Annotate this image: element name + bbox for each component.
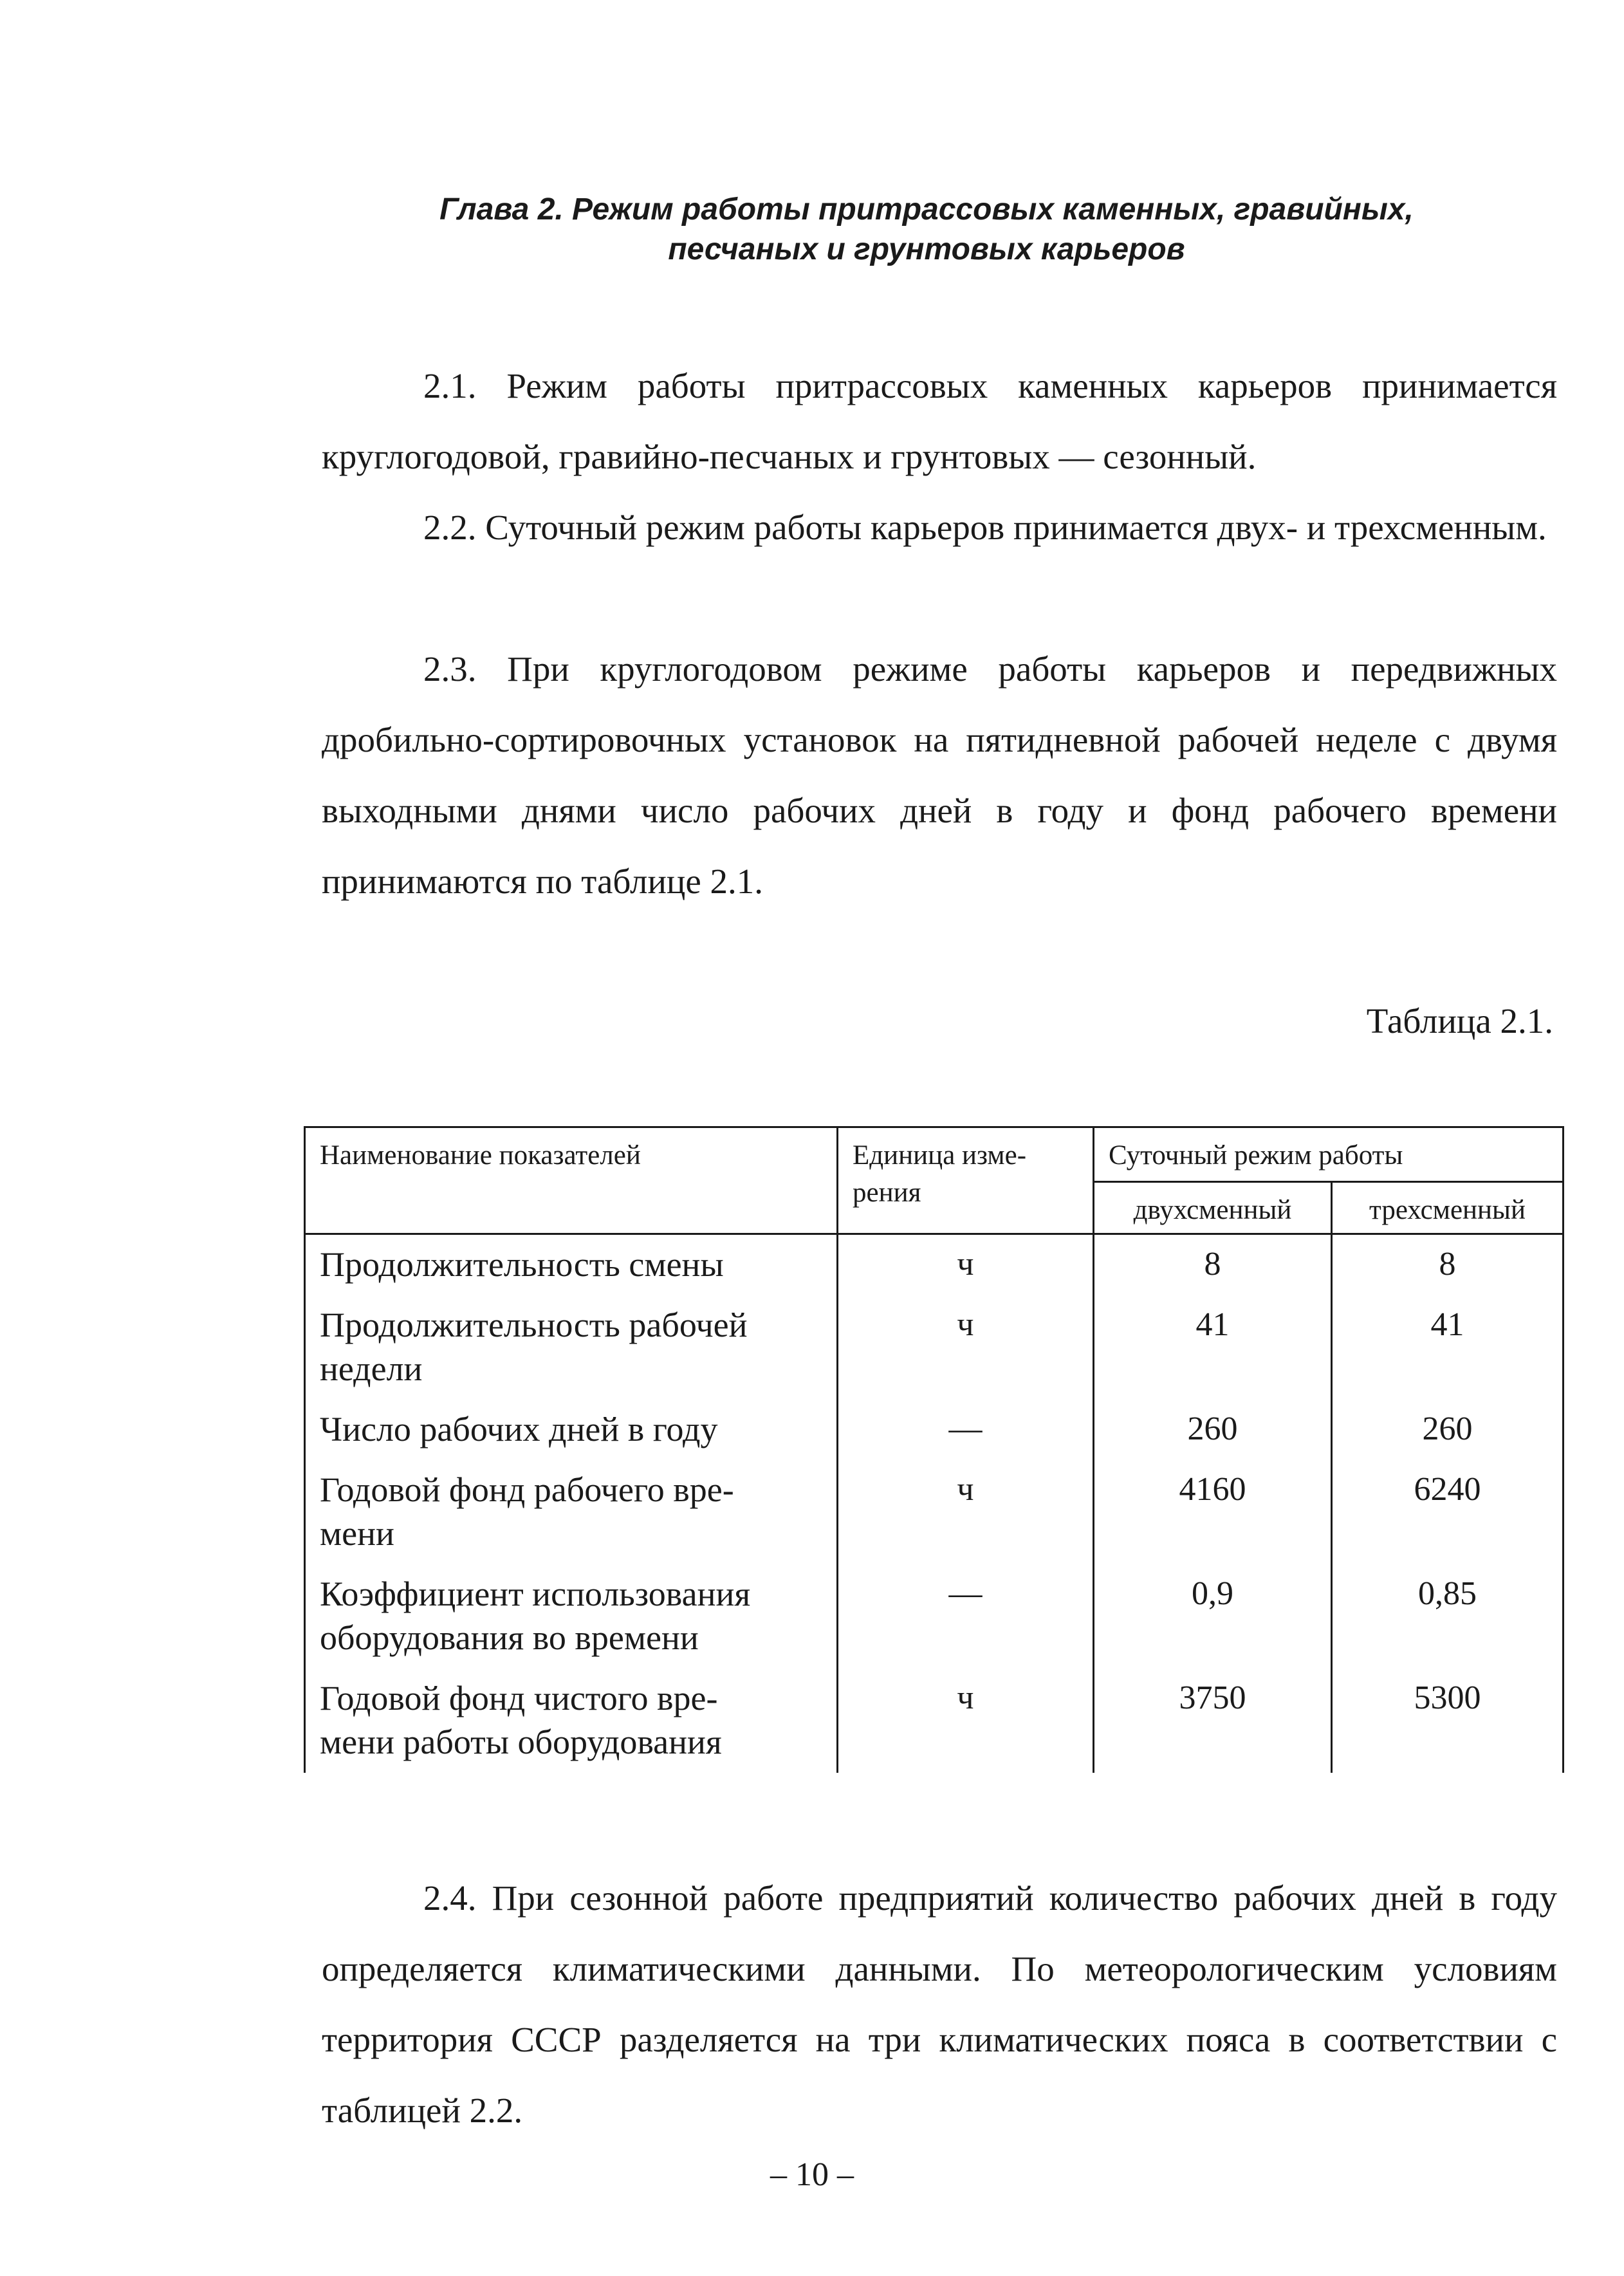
table-row	[305, 1564, 1564, 1669]
table-header-row	[305, 1127, 1564, 1182]
row-unit: ч	[838, 1669, 1094, 1773]
row-name-line1: Продолжительность смены	[320, 1245, 724, 1284]
table-row	[305, 1234, 1564, 1296]
row-name-line2: недели	[320, 1349, 423, 1388]
table-caption: Таблица 2.1.	[1366, 1001, 1553, 1041]
row-name	[305, 1460, 838, 1564]
row-two-shift: 41	[1094, 1295, 1332, 1400]
row-name	[305, 1400, 838, 1460]
row-name	[305, 1669, 838, 1773]
row-name	[305, 1234, 838, 1296]
paragraph-2-3: 2.3. При круглогодовом режиме работы карьеров и передвижных дробильно-сортировочных установок на пятидневной рабочей неделе с двумя выходными днями число рабочих дней в году и фонд рабочего времени принимаются по таблице 2.1.	[322, 649, 1557, 901]
row-name-line2: мени работы оборудования	[320, 1723, 722, 1761]
row-two-shift: 4160	[1094, 1460, 1332, 1564]
row-unit: ч	[838, 1234, 1094, 1296]
row-name	[305, 1564, 838, 1669]
row-two-shift: 260	[1094, 1400, 1332, 1460]
paragraph-2-1: 2.1. Режим работы притрассовых каменных карьеров принимается круглогодовой, гравийно-песчаных и грунтовых — сезонный.	[322, 366, 1557, 476]
row-name	[305, 1295, 838, 1400]
row-name-line2: оборудования во времени	[320, 1618, 699, 1657]
row-three-shift: 8	[1332, 1234, 1564, 1296]
header-name	[305, 1127, 838, 1234]
row-name-line2: мени	[320, 1514, 394, 1553]
row-two-shift: 0,9	[1094, 1564, 1332, 1669]
row-unit: ч	[838, 1295, 1094, 1400]
table-row	[305, 1295, 1564, 1400]
header-three-shift: трехсменный	[1332, 1182, 1564, 1234]
paragraph-2-4: 2.4. При сезонной работе предприятий количество рабочих дней в году определяется климатическими данными. По метеорологическим условиям территория СССР разделяется на три климатических пояса в соответствии с таблицей 2.2.	[322, 1878, 1557, 2130]
header-unit	[838, 1127, 1094, 1234]
row-three-shift: 0,85	[1332, 1564, 1564, 1669]
chapter-title-line1: Глава 2. Режим работы притрассовых каменных, гравийных,	[439, 192, 1414, 227]
chapter-title	[360, 190, 1493, 270]
row-name-line1: Годовой фонд чистого вре-	[320, 1679, 718, 1717]
paragraph-2-2: 2.2. Суточный режим работы карьеров принимается двух- и трехсменным.	[423, 508, 1547, 547]
work-mode-table	[304, 1126, 1564, 1773]
row-two-shift: 8	[1094, 1234, 1332, 1296]
header-unit-line1: Единица изме-	[853, 1140, 1027, 1170]
table-row	[305, 1460, 1564, 1564]
row-unit: ч	[838, 1460, 1094, 1564]
row-two-shift: 3750	[1094, 1669, 1332, 1773]
header-unit-line2: рения	[853, 1178, 921, 1208]
row-three-shift: 6240	[1332, 1460, 1564, 1564]
row-three-shift: 5300	[1332, 1669, 1564, 1773]
header-name-label: Наименование показателей	[320, 1140, 641, 1170]
chapter-title-line2: песчаных и грунтовых карьеров	[668, 232, 1185, 266]
row-three-shift: 41	[1332, 1295, 1564, 1400]
row-name-line1: Продолжительность рабочей	[320, 1306, 748, 1344]
header-mode	[1094, 1127, 1564, 1182]
header-two-shift: двухсменный	[1094, 1182, 1332, 1234]
row-name-line1: Годовой фонд рабочего вре-	[320, 1470, 734, 1509]
table-row	[305, 1400, 1564, 1460]
table-row	[305, 1669, 1564, 1773]
page-number: – 10 –	[770, 2156, 854, 2193]
row-unit: —	[838, 1564, 1094, 1669]
row-name-line1: Коэффициент использования	[320, 1575, 751, 1613]
row-three-shift: 260	[1332, 1400, 1564, 1460]
row-unit: —	[838, 1400, 1094, 1460]
header-mode-label: Суточный режим работы	[1109, 1140, 1403, 1170]
row-name-line1: Число рабочих дней в году	[320, 1410, 718, 1448]
